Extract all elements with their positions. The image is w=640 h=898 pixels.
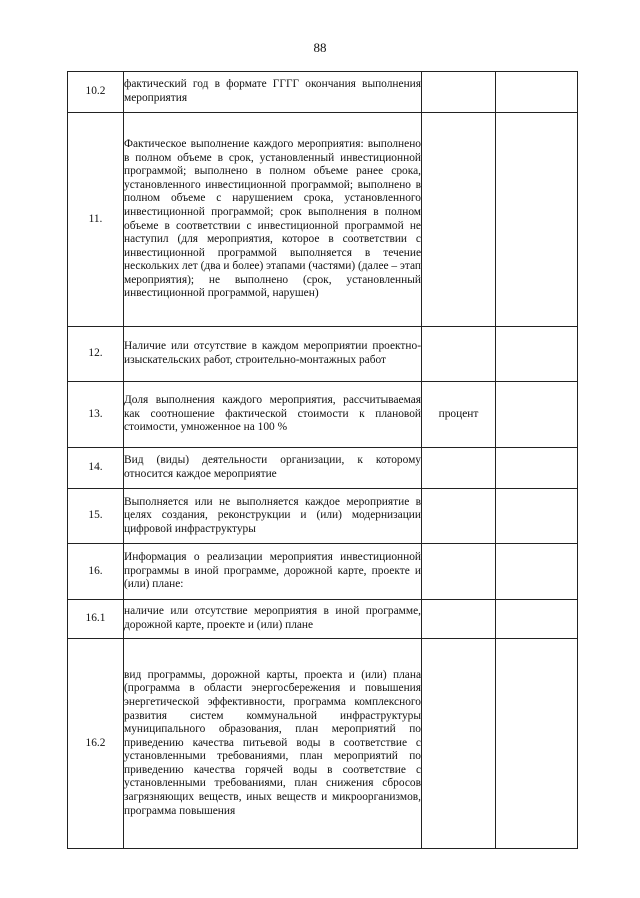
row-description: вид программы, дорожной карты, проекта и (или) плана (программа в области энергосбережения и повышения энергетической эффективности, программа комплексного развития систем коммунальной инфраструктуры муниципального образования, план мероприятий по приведению качества питьевой воды в соответствие с установленными требованиями, план мероприятий по приведению качества горячей воды в соответствие с установленными требованиями, план снижения сбросов загрязняющих веществ, иных веществ и микроорганизмов, программа повышения bbox=[124, 639, 422, 849]
row-number: 14. bbox=[68, 448, 124, 489]
table-row bbox=[68, 544, 578, 600]
row-description: Информация о реализации мероприятия инвестиционной программы в иной программе, дорожной карте, проекте и (или) плане: bbox=[124, 544, 422, 600]
row-value-cell bbox=[496, 327, 578, 382]
row-unit: процент bbox=[422, 382, 496, 448]
row-unit bbox=[422, 327, 496, 382]
row-description: наличие или отсутствие мероприятия в иной программе, дорожной карте, проекте и (или) плане bbox=[124, 600, 422, 639]
page-bottom-margin bbox=[0, 851, 640, 898]
row-number: 16.2 bbox=[68, 639, 124, 849]
row-number: 10.2 bbox=[68, 72, 124, 113]
table-row bbox=[68, 327, 578, 382]
table-row bbox=[68, 72, 578, 113]
row-description: Фактическое выполнение каждого мероприятия: выполнено в полном объеме в срок, установленный инвестиционной программой; выполнено в полном объеме ранее срока, установленного инвестиционной программой; выполнено в полном объеме с нарушением срока, установленного инвестиционной программой; срок выполнения в полном объеме в соответствии с инвестиционной программой не наступил (для мероприятия, которое в соответствии с инвестиционной программой выполняется в течение нескольких лет (два и более) этапами (частями) (далее – этап мероприятия); не выполнено (срок, установленный инвестиционной программой, нарушен) bbox=[124, 113, 422, 327]
row-number: 12. bbox=[68, 327, 124, 382]
page-number: 88 bbox=[313, 40, 327, 55]
row-unit bbox=[422, 600, 496, 639]
row-value-cell bbox=[496, 113, 578, 327]
row-unit bbox=[422, 639, 496, 849]
row-number: 13. bbox=[68, 382, 124, 448]
row-value-cell bbox=[496, 448, 578, 489]
table-row bbox=[68, 600, 578, 639]
table-row bbox=[68, 489, 578, 544]
indicators-table bbox=[67, 71, 578, 849]
table-row bbox=[68, 113, 578, 327]
row-description: Наличие или отсутствие в каждом мероприятии проектно-изыскательских работ, строительно-монтажных работ bbox=[124, 327, 422, 382]
row-unit bbox=[422, 113, 496, 327]
row-number: 16.1 bbox=[68, 600, 124, 639]
table-row bbox=[68, 382, 578, 448]
row-unit bbox=[422, 72, 496, 113]
row-value-cell bbox=[496, 382, 578, 448]
row-description: фактический год в формате ГГГГ окончания выполнения мероприятия bbox=[124, 72, 422, 113]
row-value-cell bbox=[496, 72, 578, 113]
row-value-cell bbox=[496, 639, 578, 849]
row-description: Вид (виды) деятельности организации, к которому относится каждое мероприятие bbox=[124, 448, 422, 489]
row-unit bbox=[422, 544, 496, 600]
row-description: Выполняется или не выполняется каждое мероприятие в целях создания, реконструкции и (или) модернизации цифровой инфраструктуры bbox=[124, 489, 422, 544]
table-row bbox=[68, 639, 578, 849]
row-number: 15. bbox=[68, 489, 124, 544]
row-unit bbox=[422, 448, 496, 489]
row-description: Доля выполнения каждого мероприятия, рассчитываемая как соотношение фактической стоимости к плановой стоимости, умноженное на 100 % bbox=[124, 382, 422, 448]
row-number: 16. bbox=[68, 544, 124, 600]
row-value-cell bbox=[496, 544, 578, 600]
row-number: 11. bbox=[68, 113, 124, 327]
row-value-cell bbox=[496, 489, 578, 544]
table-row bbox=[68, 448, 578, 489]
row-value-cell bbox=[496, 600, 578, 639]
row-unit bbox=[422, 489, 496, 544]
